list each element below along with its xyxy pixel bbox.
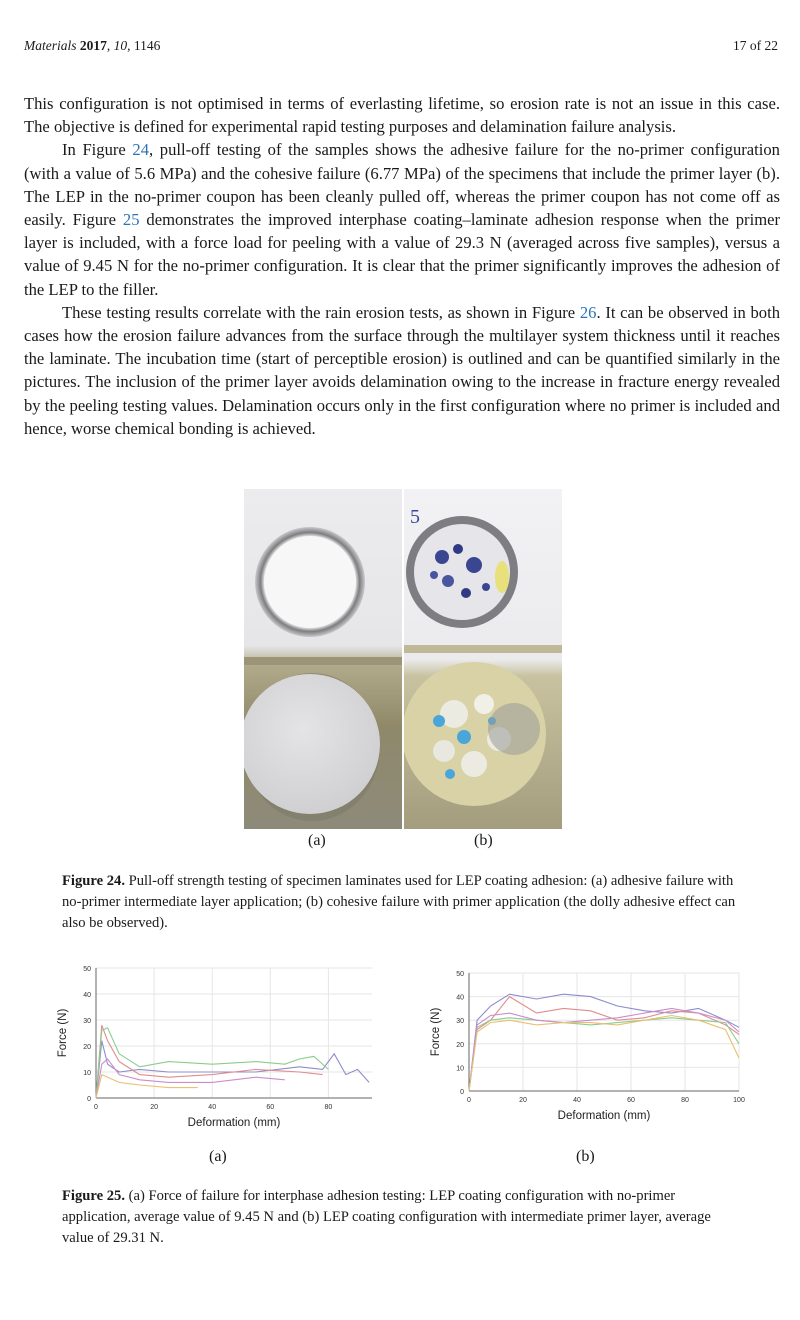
no-primer-specimen-photo xyxy=(244,489,402,829)
chart-a-ytick-4: 40 xyxy=(83,992,91,999)
p3-text-b: . It can be observed in both cases how the erosion failure advances from the surface through the multilayer system thickness until it reaches the laminate. The incubation time (start of perceptible erosion) is outlined and can be quantified similarly in the pictures. The inclusion of the primer layer avoids delamination owing to the increase in fracture energy revealed by the peeling testing values. Delamination occurs only in the first configuration where no primer is included and hence, worse chemical bonding is achieved. xyxy=(24,302,780,438)
chart-a-xlabel: Deformation (mm) xyxy=(187,1117,281,1129)
chart-b-ylabel: Force (N) xyxy=(430,1007,442,1057)
figure-25-label-a: (a) xyxy=(209,1148,227,1165)
chart-a-ytick-5: 50 xyxy=(83,966,91,973)
chart-b-series-4 xyxy=(469,1016,739,1092)
chart-a-xtick-0: 0 xyxy=(94,1104,98,1111)
figure-24-link[interactable]: 24 xyxy=(132,140,149,160)
photo-panel-a xyxy=(244,489,402,829)
chart-b-ytick-2: 20 xyxy=(456,1041,464,1049)
figure-25-caption-title: Figure 25. xyxy=(62,1188,125,1204)
figure-24-label-b: (b) xyxy=(474,832,493,849)
p2-text-a: In Figure xyxy=(62,140,133,160)
paragraph-1: This configuration is not optimised in terms of everlasting lifetime, so erosion rate is not an issue in this case. The objective is defined for experimental rapid testing purposes and delamination failure analysis. xyxy=(24,94,780,137)
chart-b-xtick-1: 20 xyxy=(519,1097,527,1104)
figure-25-caption xyxy=(62,1186,742,1249)
chart-a-ytick-2: 20 xyxy=(83,1044,91,1051)
photo-panel-b xyxy=(404,489,562,829)
specimen-mark: 5 xyxy=(410,506,420,528)
figure-25-label-b: (b) xyxy=(576,1148,595,1165)
chart-a-series-4 xyxy=(96,1075,198,1098)
chart-b-ytick-4: 40 xyxy=(456,994,464,1002)
paragraph-3 xyxy=(24,301,780,440)
p3-text-a: These testing results correlate with the rain erosion tests, as shown in Figure xyxy=(62,302,580,322)
chart-a-ylabel: Force (N) xyxy=(57,1008,69,1058)
chart-b-series-2 xyxy=(469,1018,739,1091)
chart-b-xtick-3: 60 xyxy=(627,1097,635,1104)
figure-24-label-a: (a) xyxy=(308,832,326,849)
page-number: 17 of 22 xyxy=(733,38,778,53)
body-text xyxy=(24,92,780,440)
figure-24-caption xyxy=(62,871,742,934)
journal-year: 2017 xyxy=(79,38,107,53)
chart-a-ytick-1: 10 xyxy=(83,1070,91,1077)
paragraph-2 xyxy=(24,138,780,300)
figure-26-link[interactable]: 26 xyxy=(579,302,597,322)
journal-volume: 10 xyxy=(113,38,128,53)
journal-citation: Materials 2017, 10, 1146 xyxy=(24,38,161,53)
chart-b-ytick-0: 0 xyxy=(460,1089,464,1096)
chart-b xyxy=(425,965,755,1140)
chart-b-series-3 xyxy=(469,1008,739,1091)
chart-a-svg xyxy=(52,960,382,1135)
chart-b-xtick-4: 80 xyxy=(681,1097,689,1104)
article-number: 1146 xyxy=(133,38,161,53)
chart-a-ytick-0: 0 xyxy=(87,1096,91,1103)
chart-b-ytick-1: 10 xyxy=(456,1065,464,1073)
chart-b-xtick-0: 0 xyxy=(467,1097,471,1104)
chart-a-xtick-3: 60 xyxy=(266,1104,275,1111)
chart-b-xtick-5: 100 xyxy=(733,1097,745,1104)
figure-24-caption-text: Pull-off strength testing of specimen laminates used for LEP coating adhesion: (a) adhesive failure with no-primer intermediate layer application; (b) cohesive failure with primer application (the dolly adhesive effect can also be observed). xyxy=(62,873,736,931)
p2-text-b: , pull-off testing of the samples shows the adhesive failure for the no-primer configuration (with a value of 5.6 MPa) and the cohesive failure (6.77 MPa) of the specimens that include the primer layer (b). The LEP in the no-primer coupon has been cleanly pulled off, whereas the primer coupon has not come off as easily. Figure xyxy=(24,140,780,230)
chart-b-xlabel: Deformation (mm) xyxy=(557,1110,651,1122)
chart-a-xtick-1: 20 xyxy=(150,1104,159,1111)
journal-name: Materials xyxy=(24,38,77,53)
chart-b-xtick-2: 40 xyxy=(573,1097,581,1104)
chart-b-series-0 xyxy=(469,994,739,1091)
figure-24-caption-title: Figure 24. xyxy=(62,873,125,889)
chart-a xyxy=(52,960,382,1135)
figure-25-link[interactable]: 25 xyxy=(122,210,140,230)
chart-a-series-1 xyxy=(96,1025,323,1098)
p2-text-c: demonstrates the improved interphase coating–laminate adhesion response when the primer layer is included, with a force load for peeling with a value of 29.3 N (averaged across five samples), versus a value of 9.45 N for the no-primer configuration. It is clear that the primer significantly improves the adhesion of the LEP to the filler. xyxy=(24,210,780,299)
primer-specimen-photo xyxy=(404,489,562,829)
chart-a-xtick-2: 40 xyxy=(208,1104,217,1111)
chart-a-ytick-3: 30 xyxy=(83,1018,91,1025)
chart-b-ytick-5: 50 xyxy=(456,971,464,978)
chart-b-svg xyxy=(425,965,755,1140)
figure-25-caption-text: (a) Force of failure for interphase adhesion testing: LEP coating configuration with no-primer application, average value of 9.45 N and (b) LEP coating configuration with intermediate primer layer, average value of 29.31 N. xyxy=(62,1188,711,1246)
figure-24-photos xyxy=(244,489,562,829)
chart-a-xtick-4: 80 xyxy=(324,1104,333,1111)
chart-b-ytick-3: 30 xyxy=(456,1018,464,1026)
